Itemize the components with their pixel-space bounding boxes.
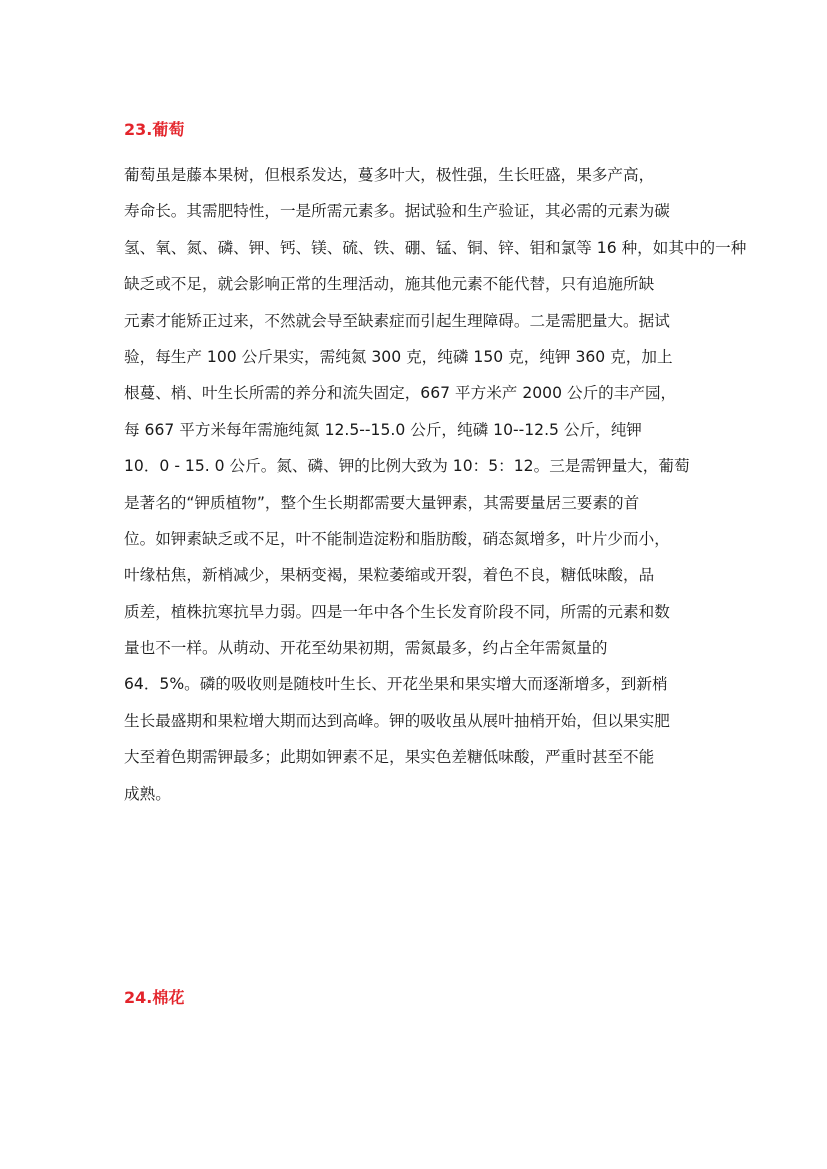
section-body-grape xyxy=(124,157,747,812)
paragraph-line: 10．0 - 15. 0 公斤。氮、磷、钾的比例大致为 10：5：12。三是需钾量大，葡萄 xyxy=(124,457,690,476)
paragraph-line: 量也不一样。从萌动、开花至幼果初期，需氮最多，约占全年需氮量的 xyxy=(124,639,608,658)
paragraph-line: 根蔓、梢、叶生长所需的养分和流失固定，667 平方米产 2000 公斤的丰产园， xyxy=(124,384,677,403)
section-heading-grape: 23.葡萄 xyxy=(124,120,185,139)
paragraph-line: 位。如钾素缺乏或不足，叶不能制造淀粉和脂肪酸，硝态氮增多，叶片少而小， xyxy=(124,529,670,548)
paragraph-line: 64．5%。磷的吸收则是随枝叶生长、开花坐果和果实增大而逐渐增多，到新梢 xyxy=(124,675,668,694)
paragraph-line: 生长最盛期和果粒增大期而达到高峰。钾的吸收虽从展叶抽梢开始，但以果实肥 xyxy=(124,711,670,730)
paragraph-line: 成熟。 xyxy=(124,784,171,803)
paragraph-line: 是著名的“钾质植物”，整个生长期都需要大量钾素，其需要量居三要素的首 xyxy=(124,493,640,512)
paragraph-line: 叶缘枯焦，新梢减少，果柄变褐，果粒萎缩或开裂，着色不良，糖低味酸，品 xyxy=(124,566,655,585)
paragraph-line: 元素才能矫正过来，不然就会导至缺素症而引起生理障碍。二是需肥量大。据试 xyxy=(124,311,670,330)
paragraph-line: 寿命长。其需肥特性，一是所需元素多。据试验和生产验证，其必需的元素为碳 xyxy=(124,202,670,221)
paragraph-line: 质差，植株抗寒抗旱力弱。四是一年中各个生长发育阶段不同，所需的元素和数 xyxy=(124,602,670,621)
paragraph-line: 氢、氧、氮、磷、钾、钙、镁、硫、铁、硼、锰、铜、锌、钼和氯等 16 种，如其中的一种 xyxy=(124,238,747,257)
paragraph-line: 验，每生产 100 公斤果实，需纯氮 300 克，纯磷 150 克，纯钾 360 克，加上 xyxy=(124,347,673,366)
paragraph-line: 缺乏或不足，就会影响正常的生理活动，施其他元素不能代替，只有追施所缺 xyxy=(124,275,655,294)
paragraph-line: 每 667 平方米每年需施纯氮 12.5--15.0 公斤，纯磷 10--12.5 公斤，纯钾 xyxy=(124,420,642,439)
section-heading-cotton: 24.棉花 xyxy=(124,988,185,1007)
paragraph-line: 大至着色期需钾最多；此期如钾素不足，果实色差糖低味酸，严重时甚至不能 xyxy=(124,748,655,767)
paragraph-line: 葡萄虽是藤本果树，但根系发达，蔓多叶大，极性强，生长旺盛，果多产高， xyxy=(124,166,655,184)
